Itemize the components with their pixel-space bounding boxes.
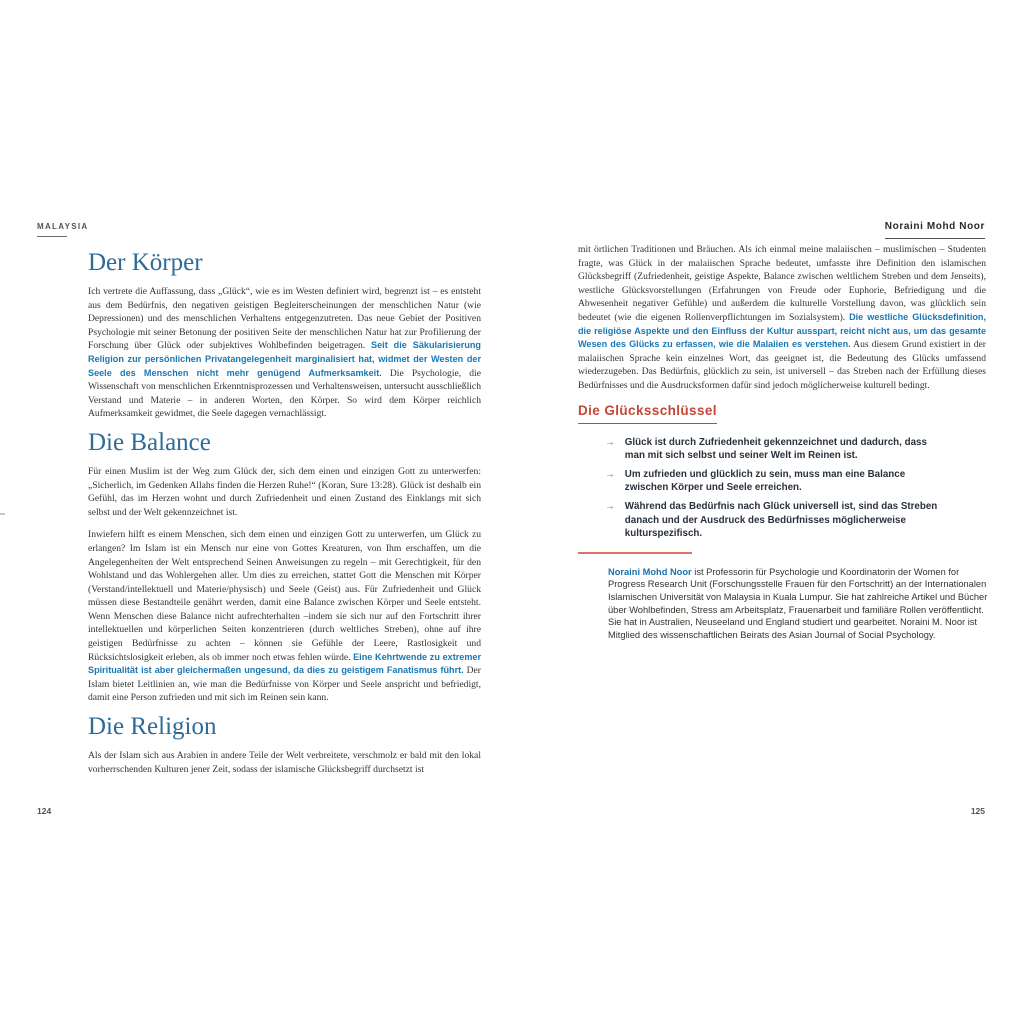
arrow-icon: → xyxy=(605,468,615,480)
body-text: Aus diesem Grund existiert in der malaiischen Sprache kein einzelnes Wort, das geeignet ist, die Bedeutung des Glücks umfassend wiederzugeben. Das Bedürfnis, glücklich zu sein, ist universell – das Streben nach der Erfüllung dieses Bedürfnisses und die Ausdrucksformen dafür sind jedoch möglicherweise kulturell bedingt. xyxy=(578,339,986,391)
arrow-icon: → xyxy=(605,436,615,448)
section-heading: Der Körper xyxy=(88,249,203,276)
body-text: Inwiefern hilft es einem Menschen, sich dem einen und einzigen Gott zu unterwerfen, um Glück zu erlangen? Im Islam ist ein Mensch nur eine von Gottes Kreaturen, von Ihm erschaffen, um die Angelegenheiten der Welt entsprechend Seinen Anweisungen zu regeln – mit Gerechtigkeit, für den Wohlstand und das Wohlergehen aller. Um dies zu erreichen, stattet Gott die Menschen mit Körper (Verstand/intellektuell und Materie/physisch) und Seele (Geist) aus. Für Zufriedenheit und Glück müssen diese Bestandteile genährt werden, damit eine Balance zwischen Körper und Seele entsteht. Wenn Menschen diese Balance nicht aufrechterhalten –indem sie sich nur auf den Fortschritt ihrer intellektuellen und körperlichen Seiten konzentrieren (durch weltliches Streben), ohne auf ihre geistigen Bedürfnisse zu achten – können sie Gefühle der Leere, Rastlosigkeit und Rücksichtslosigkeit erleben, als ob immer noch etwas fehlen würde. xyxy=(88,529,481,663)
arrow-icon: → xyxy=(605,501,615,513)
body-text: Für einen Muslim ist der Weg zum Glück der, sich dem einen und einzigen Gott zu unterwerfen: „Sicherlich, im Gedenken Allahs finden die Herzen Ruhe!“ (Koran, Sure 13:28). Glück ist deshalb ein Gefühl, das im Herzen wohnt und durch Zufriedenheit und einen Zustand des Einklangs mit sich selbst und der Welt gekennzeichnet ist. xyxy=(88,465,481,518)
page-number-right: 125 xyxy=(970,806,985,816)
body-text: Als der Islam sich aus Arabien in andere Teile der Welt verbreitete, verschmolz er bald mit den lokal vorherrschenden Kulturen jener Zeit, sodass der islamische Glücksbegriff durchsetzt ist xyxy=(88,750,481,775)
left-column-content xyxy=(88,250,481,785)
bullet-text: Glück ist durch Zufriedenheit gekennzeichnet und dadurch, dass man mit sich selbst und seiner Welt im Reinen ist. xyxy=(624,436,927,461)
bullet-text: Um zufrieden und glücklich zu sein, muss man eine Balance zwischen Körper und Seele erreichen. xyxy=(624,468,906,494)
section-heading: Die Religion xyxy=(88,713,217,741)
bullet-text: Während das Bedürfnis nach Glück universell ist, sind das Streben danach und der Ausdruck des Bedürfnisses möglicherweise kulturspezifisch. xyxy=(624,501,938,539)
highlighted-text: Die westliche Glücksdefinition, die religiöse Aspekte und den Einfluss der Kultur ausspart, reicht nicht aus, um das gesamte Wesen des Glücks zu erfassen, wie die Malaiien es verstehen. xyxy=(578,311,986,350)
highlighted-text: Seit die Säkularisierung Religion zur persönlichen Privatangelegenheit marginalisiert hat, widmet der Westen der Seele des Menschen nicht mehr genügend Aufmerksamkeit. xyxy=(88,340,481,378)
bio-divider xyxy=(578,552,692,554)
running-head-right: Noraini Mohd Noor xyxy=(885,221,985,239)
page-edge-mark xyxy=(0,513,5,515)
key-heading: Die Glücksschlüssel xyxy=(578,403,717,424)
body-text: mit örtlichen Traditionen und Bräuchen. Als ich einmal meine malaiischen – muslimischen – Studenten fragte, was Glück in der malaiischen Sprache bedeutet, umfasste ihre Definition den islamischen Glücksbegriff (Zufriedenheit, geistige Aspekte, Balance zwischen weltlichem Streben und dem Jenseits), westliche Glücksvorstellungen (Erfahrungen von Freude oder Euphorie, Befriedigung und die Abwesenheit negativer Gefühle) und außerdem die kulturelle Vorstellung davon, was glücklich sein bedeutet (wie die eigenen Rollenverpflichtungen im Sozialsystem). xyxy=(578,244,986,323)
paragraph xyxy=(88,749,481,776)
paragraph xyxy=(578,243,986,393)
bullet-item xyxy=(605,468,940,494)
bio-author-name: Noraini Mohd Noor xyxy=(608,566,692,577)
bullet-item xyxy=(605,500,940,540)
key-heading-wrap xyxy=(578,402,986,424)
bullet-item xyxy=(605,436,940,462)
bio-paragraph xyxy=(608,566,988,642)
highlighted-text: Eine Kehrtwende zu extremer Spiritualität ist aber gleichermaßen ungesund, da dies zu geistigem Fanatismus führt. xyxy=(88,651,481,676)
body-text: ist Professorin für Psychologie und Koordinatorin der Women for Progress Research Unit (Forschungsstelle Frauen für den Fortschritt) an der Internationalen Islamischen Universität von Malaysia in Kuala Lumpur. Sie hat zahlreiche Artikel und Bücher über Wohlbefinden, Stress am Arbeitsplatz, Frauenarbeit und familiäre Rollen veröffentlicht. Sie hat in Australien, Neuseeland und England studiert und gearbeitet. Noraini M. Noor ist Mitglied des wissenschaftlichen Beirats des Asian Journal of Social Psychology. xyxy=(608,566,988,640)
running-head-left-underline xyxy=(37,236,67,237)
section-heading: Die Balance xyxy=(88,428,211,456)
running-head-left: MALAYSIA xyxy=(37,222,89,231)
body-text: Der Islam bietet Leitlinien an, wie man die Bedürfnisse von Körper und Seele anspricht und befriedigt, damit eine Person zufrieden und mit sich im Reinen sein kann. xyxy=(88,665,481,704)
right-column-content xyxy=(578,243,986,651)
body-text: Die Psychologie, die Wissenschaft von menschlichen Erkenntnisprozessen und Verhaltensweisen, untersucht ausschließlich Verstand und Materie – in anderen Worten, den Körper. So wird dem Körper reichlich Aufmerksamkeit gewidmet, die Seele dagegen vernachlässigt. xyxy=(88,367,481,420)
body-text: Ich vertrete die Auffassung, dass „Glück“, wie es im Westen definiert wird, begrenzt ist – es entsteht aus dem Bedürfnis, den negativen geistigen Begleiterscheinungen der menschlichen Natur (wie Depressionen) und des menschlichen Verhaltens entgegenzutreten. Das neue Gebiet der Positiven Psychologie mit seiner Betonung der positiven Seite der menschlichen Natur hat zur Profilierung der Forschung über Glück oder subjektives Wohlbefinden beigetragen. xyxy=(88,286,481,352)
page-number-left: 124 xyxy=(37,806,52,816)
paragraph xyxy=(88,285,481,421)
bullet-list xyxy=(605,436,986,540)
paragraph xyxy=(88,528,481,705)
paragraph xyxy=(88,465,481,519)
